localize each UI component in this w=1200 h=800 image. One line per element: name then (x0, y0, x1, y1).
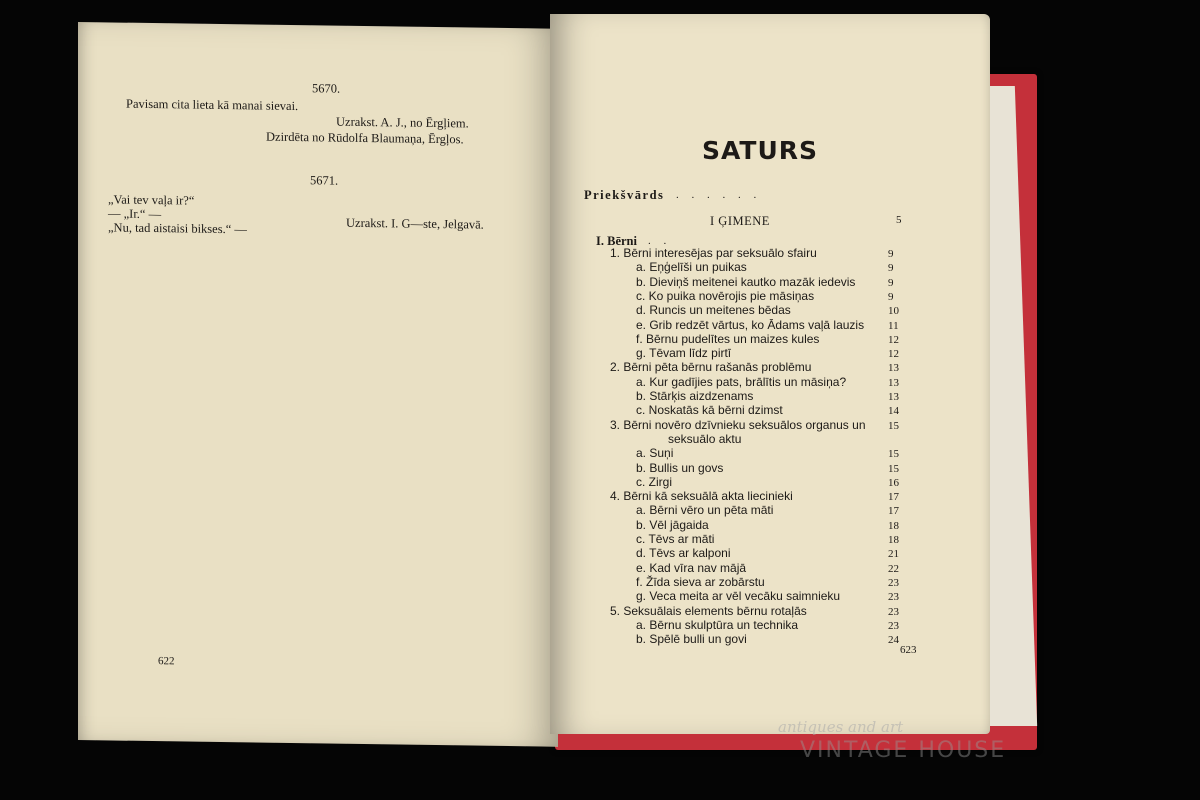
toc-entry: 1. Bērni interesējas par seksuālo sfairu (610, 246, 817, 260)
toc-page-number: 9 (888, 248, 894, 260)
toc-page-number: 21 (888, 548, 899, 561)
toc-entry: b. Vēl jāgaida (636, 517, 709, 532)
toc-page-number: 9 (888, 290, 894, 303)
toc-entry: d. Runcis un meitenes bēdas (636, 303, 791, 318)
toc-entry: f. Žīda sieva ar zobārstu (636, 574, 765, 589)
toc-entry: b. Bullis un govs (636, 460, 724, 475)
toc-entry: 4. Bērni kā seksuālā akta liecinieki (610, 489, 793, 504)
toc-page-number: 15 (888, 448, 899, 461)
toc-page-number: 14 (888, 405, 899, 418)
toc-entry: g. Veca meita ar vēl vecāku saimnieku (636, 589, 841, 604)
toc-page-number: 22 (888, 562, 899, 575)
toc-page-number: 5 (896, 214, 902, 226)
toc-entry: a. Eņģelīši un puikas (636, 260, 747, 275)
entry-number: 5671. (310, 173, 339, 188)
toc-page-number: 23 (888, 619, 899, 632)
toc-page-number: 23 (888, 591, 899, 604)
toc-page-number: 16 (888, 476, 899, 489)
entry-text: — „Ir.“ — (108, 206, 162, 222)
toc-entry: b. Stārķis aizdzenams (636, 389, 754, 403)
page-number: 622 (158, 655, 175, 668)
right-page (550, 14, 990, 734)
toc-section-title: I ĢIMENE (710, 214, 770, 228)
toc-page-number: 23 (888, 576, 899, 589)
toc-entry: a. Bērni vēro un pēta māti (636, 503, 774, 518)
toc-page-number: 23 (888, 605, 899, 618)
entry-note: Uzrakst. A. J., no Ērgļiem. (336, 114, 469, 131)
toc-entry: f. Bērnu pudelītes un maizes kules (636, 331, 820, 346)
toc-page-number: 11 (888, 319, 899, 332)
entry-note: Uzrakst. I. G—ste, Jelgavā. (346, 215, 484, 232)
toc-title: SATURS (702, 136, 819, 165)
watermark-logo: VINTAGE HOUSE (800, 738, 1007, 763)
toc-page-number: 15 (888, 419, 899, 432)
toc-page-number: 12 (888, 348, 899, 361)
page-number: 623 (900, 644, 917, 656)
toc-page-number: 13 (888, 391, 899, 403)
toc-page-number: 10 (888, 305, 899, 318)
toc-entry: c. Tēvs ar māti (636, 532, 715, 546)
toc-entry: a. Suņi (636, 446, 674, 461)
entry-number: 5670. (312, 81, 341, 96)
toc-page-number: 13 (888, 362, 899, 375)
toc-entry: seksuālo aktu (668, 431, 742, 446)
toc-entry: 3. Bērni novēro dzīvnieku seksuālos organus un (610, 417, 866, 432)
toc-page-number: 17 (888, 505, 899, 518)
toc-leader: . . . . . . (676, 189, 762, 201)
toc-leader: . . (648, 235, 672, 247)
toc-page-number: 17 (888, 491, 899, 504)
watermark-text: antiques and art (778, 718, 904, 736)
toc-entry: a. Bērnu skulptūra un technika (636, 617, 799, 632)
toc-page-number: 24 (888, 634, 899, 647)
toc-entry: c. Zirgi (636, 474, 672, 489)
toc-page-number: 15 (888, 462, 899, 475)
toc-page-number: 9 (888, 262, 894, 275)
toc-entry: e. Kad vīra nav mājā (636, 560, 747, 575)
entry-text: Pavisam cita lieta kā manai sievai. (126, 96, 299, 114)
toc-page-number: 18 (888, 519, 899, 532)
toc-part-title: I. Bērni (596, 234, 637, 248)
toc-entry: d. Tēvs ar kalponi (636, 546, 731, 561)
left-page (78, 22, 558, 747)
toc-entry: b. Spēlē bulli un govi (636, 632, 747, 647)
toc-entry: g. Tēvam līdz pirtī (636, 346, 732, 361)
toc-entry: e. Grib redzēt vārtus, ko Ādams vaļā lauzis (636, 317, 865, 332)
toc-page-number: 13 (888, 376, 899, 389)
toc-entry: b. Dieviņš meitenei kautko mazāk iedevis (636, 274, 856, 289)
toc-page-number: 9 (888, 276, 894, 289)
toc-entry: a. Kur gadījies pats, brālītis un māsiņa? (636, 374, 847, 389)
toc-page-number: 12 (888, 333, 899, 346)
toc-entry: 5. Seksuālais elements bērnu rotaļās (610, 603, 807, 618)
toc-entry: c. Ko puika novērojis pie māsiņas (636, 288, 815, 303)
entry-text: „Vai tev vaļa ir?“ (108, 192, 195, 208)
toc-entry: c. Noskatās kā bērni dzimst (636, 403, 783, 418)
toc-page-number: 18 (888, 534, 899, 546)
entry-text: „Nu, tad aistaisi bikses.“ — (108, 220, 247, 237)
toc-foreword: Priekšvārds (584, 188, 665, 202)
entry-note: Dzirdēta no Rūdolfa Blaumaņa, Ērgļos. (266, 129, 464, 147)
toc-entry: 2. Bērni pēta bērnu rašanās problēmu (610, 360, 812, 375)
